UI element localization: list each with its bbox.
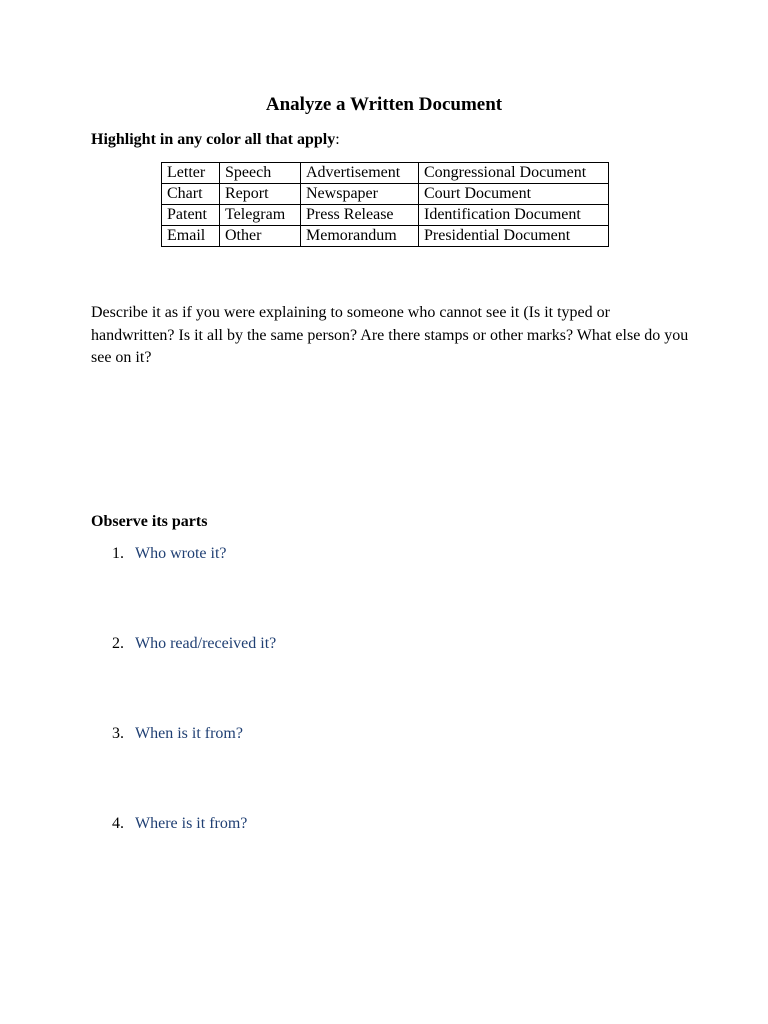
table-row: [162, 163, 609, 184]
table-cell: Presidential Document: [419, 226, 609, 247]
document-type-table: [161, 162, 609, 247]
question-item: [112, 813, 247, 835]
highlight-instruction-label: Highlight in any color all that apply: [91, 131, 336, 148]
table-cell: Advertisement: [301, 163, 419, 184]
table-row: [162, 226, 609, 247]
table-cell: Newspaper: [301, 184, 419, 205]
table-cell: Telegram: [220, 205, 301, 226]
highlight-instruction-colon: :: [335, 131, 340, 148]
question-number: 4.: [112, 815, 124, 832]
question-text: When is it from?: [135, 725, 243, 742]
table-cell: Email: [162, 226, 220, 247]
table-cell: Identification Document: [419, 205, 609, 226]
table-cell: Memorandum: [301, 226, 419, 247]
highlight-instruction: [91, 129, 340, 151]
question-item: [112, 633, 276, 655]
question-number: 3.: [112, 725, 124, 742]
table-cell: Other: [220, 226, 301, 247]
question-number: 2.: [112, 635, 124, 652]
question-text: Who read/received it?: [135, 635, 277, 652]
question-text: Who wrote it?: [135, 545, 227, 562]
table-row: [162, 184, 609, 205]
question-text: Where is it from?: [135, 815, 248, 832]
table-cell: Report: [220, 184, 301, 205]
describe-prompt: Describe it as if you were explaining to someone who cannot see it (Is it typed or handwritten? Is it all by the same person? Are there stamps or other marks? What else do you see on it?: [91, 304, 689, 366]
question-item: [112, 723, 243, 745]
table-cell: Speech: [220, 163, 301, 184]
table-row: [162, 205, 609, 226]
table-cell: Patent: [162, 205, 220, 226]
table-cell: Press Release: [301, 205, 419, 226]
question-item: [112, 543, 227, 565]
table-cell: Court Document: [419, 184, 609, 205]
question-number: 1.: [112, 545, 124, 562]
table-cell: Chart: [162, 184, 220, 205]
table-cell: Letter: [162, 163, 220, 184]
observe-heading: Observe its parts: [91, 513, 208, 530]
table-cell: Congressional Document: [419, 163, 609, 184]
page-title: Analyze a Written Document: [265, 94, 503, 115]
